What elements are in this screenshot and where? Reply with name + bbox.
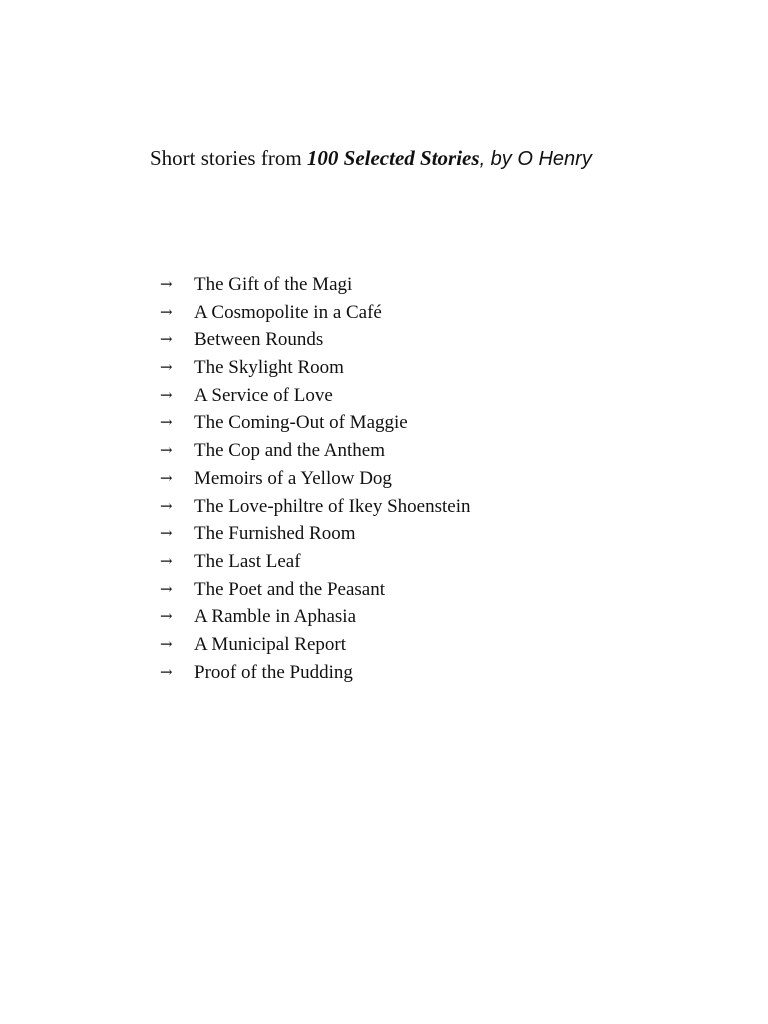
arrow-icon: → [160, 302, 173, 321]
story-list-item [160, 382, 470, 410]
arrow-icon: → [160, 579, 173, 598]
story-list-item [160, 631, 470, 659]
story-title: Proof of the Pudding [194, 661, 353, 683]
story-title: The Furnished Room [194, 523, 356, 545]
story-list-item [160, 271, 470, 299]
story-title: The Coming-Out of Maggie [194, 412, 408, 434]
story-title: The Love-philtre of Ikey Shoenstein [194, 495, 471, 517]
story-list-item [160, 409, 470, 437]
story-title: A Municipal Report [194, 633, 346, 655]
story-list-item [160, 437, 470, 465]
story-title: A Cosmopolite in a Café [194, 301, 382, 323]
arrow-icon: → [160, 330, 173, 349]
arrow-icon: → [160, 662, 173, 681]
story-title: The Cop and the Anthem [194, 440, 386, 462]
story-list-item [160, 659, 470, 687]
story-list-item [160, 299, 470, 327]
story-list-item [160, 520, 470, 548]
heading-prefix: Short stories from [150, 146, 307, 170]
story-title: A Service of Love [194, 384, 333, 406]
arrow-icon: → [160, 634, 173, 653]
story-title: The Gift of the Magi [194, 274, 353, 295]
arrow-icon: → [160, 413, 173, 432]
story-title: The Last Leaf [194, 550, 301, 572]
story-title: Memoirs of a Yellow Dog [194, 467, 392, 489]
arrow-icon: → [160, 385, 173, 404]
arrow-icon: → [160, 524, 173, 543]
story-list-item [160, 465, 470, 493]
story-list-item [160, 354, 470, 382]
book-title: 100 Selected Stories [306, 146, 480, 170]
arrow-icon: → [160, 358, 173, 377]
story-list-item [160, 576, 470, 604]
story-list [160, 271, 470, 686]
story-title: The Skylight Room [194, 357, 344, 379]
arrow-icon: → [160, 496, 173, 515]
story-title: A Ramble in Aphasia [194, 606, 357, 628]
story-list-item [160, 603, 470, 631]
arrow-icon: → [160, 551, 173, 570]
story-title: Between Rounds [194, 329, 324, 351]
heading-author: , by O Henry [479, 148, 592, 170]
arrow-icon: → [160, 441, 173, 460]
story-title: The Poet and the Peasant [194, 578, 386, 600]
arrow-icon: → [160, 468, 173, 487]
page-heading [150, 143, 592, 174]
story-list-item [160, 548, 470, 576]
arrow-icon: → [160, 275, 173, 293]
arrow-icon: → [160, 607, 173, 626]
story-list-item [160, 493, 470, 521]
story-list-item [160, 326, 470, 354]
